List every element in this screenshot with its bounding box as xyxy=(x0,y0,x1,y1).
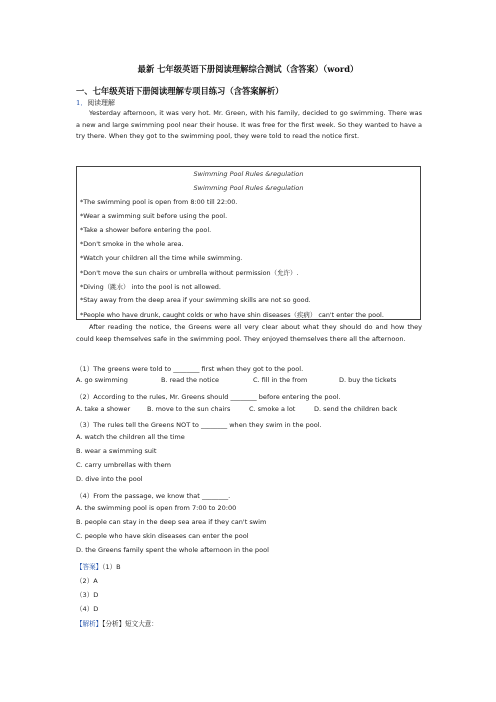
answer-4: （4）D xyxy=(76,605,99,613)
question-3-stem: （3）The rules tell the Greens NOT to ________ when they swim in the pool. xyxy=(76,421,322,429)
answer-3: （3）D xyxy=(76,591,99,599)
notice-rule: *Take a shower before entering the pool. xyxy=(80,226,212,234)
question-3-option-c: C. carry umbrellas with them xyxy=(76,461,172,469)
notice-rule: *The swimming pool is open from 8:00 till 22:00. xyxy=(80,198,238,206)
notice-rule: *Don't move the sun chairs or umbrella without permission（允许）. xyxy=(80,269,299,277)
analysis-text: 【分析】短文大意： xyxy=(102,620,158,628)
question-4-option-c: C. people who have skin diseases can enter the pool xyxy=(76,532,249,540)
question-2-option-d: D. send the children back xyxy=(314,405,398,413)
document-title: 最新 七年级英语下册阅读理解综合测试（含答案）（word） xyxy=(137,64,359,74)
after-paragraph: After reading the notice, the Greens were all very clear about what they should do and how they could keep themselves safe in the swimming pool. They enjoyed themselves there all the afternoon. xyxy=(76,323,422,343)
notice-rule: *Don't smoke in the whole area. xyxy=(80,240,184,248)
question-4-stem: （4）From the passage, we know that ________. xyxy=(76,492,231,500)
question-4-option-a: A. the swimming pool is open from 7:00 to 20:00 xyxy=(76,504,237,512)
question-3-option-b: B. wear a swimming suit xyxy=(76,447,157,455)
notice-box xyxy=(76,166,421,320)
notice-rule: *People who have drunk, caught colds or who have shin diseases（疾病） can't enter the pool. xyxy=(80,311,384,319)
question-3-option-a: A. watch the children all the time xyxy=(76,433,185,441)
question-2-option-c: C. smoke a lot xyxy=(249,405,296,413)
intro-paragraph: Yesterday afternoon, it was very hot. Mr. Green, with his family, decided to go swimming. There was a new and large swimming pool near their house. It was free for the first week. So they wanted to have a try there. When they got to the swimming pool, they were told to read the notice first. xyxy=(76,109,422,140)
question-4-option-b: B. people can stay in the deep sea area if they can't swim xyxy=(76,518,267,526)
notice-title: Swimming Pool Rules &regulation xyxy=(193,170,304,178)
question-1-option-c: C. fill in the from xyxy=(253,376,308,384)
question-2-option-a: A. take a shower xyxy=(76,405,131,413)
answer-2: （2）A xyxy=(76,577,98,585)
notice-rule: *Wear a swimming suit before using the pool. xyxy=(80,212,228,220)
answer-tag: 【答案】 xyxy=(76,563,103,571)
notice-subtitle: Swimming Pool Rules &regulation xyxy=(193,184,304,192)
question-1-option-b: B. read the notice xyxy=(161,376,220,384)
analysis-tag: 【解析】 xyxy=(76,620,103,628)
notice-rule: *Watch your children all the time while swimming. xyxy=(80,254,243,262)
answer-1: （1）B xyxy=(102,563,121,571)
answer-line xyxy=(76,561,121,571)
analysis-line xyxy=(76,618,158,628)
question-number: 1． xyxy=(76,99,88,107)
question-2-stem: （2）According to the rules, Mr. Greens should ________ before entering the pool. xyxy=(76,393,341,401)
question-type: 阅读理解 xyxy=(87,99,115,107)
notice-rule: *Stay away from the deep area if your swimming skills are not so good. xyxy=(80,296,311,304)
section-heading: 一、七年级英语下册阅读理解专项目练习（含答案解析） xyxy=(76,86,284,96)
question-1-option-d: D. buy the tickets xyxy=(339,376,397,384)
notice-rule: *Diving（跳水） into the pool is not allowed. xyxy=(80,283,221,291)
question-subheading xyxy=(76,97,115,107)
question-4-option-d: D. the Greens family spent the whole afternoon in the pool xyxy=(76,546,269,554)
question-1-stem: （1）The greens were told to ________ first when they got to the pool. xyxy=(76,365,304,373)
question-3-option-d: D. dive into the pool xyxy=(76,475,143,483)
question-2-option-b: B. move to the sun chairs xyxy=(147,405,231,413)
question-1-option-a: A. go swimming xyxy=(76,376,128,384)
